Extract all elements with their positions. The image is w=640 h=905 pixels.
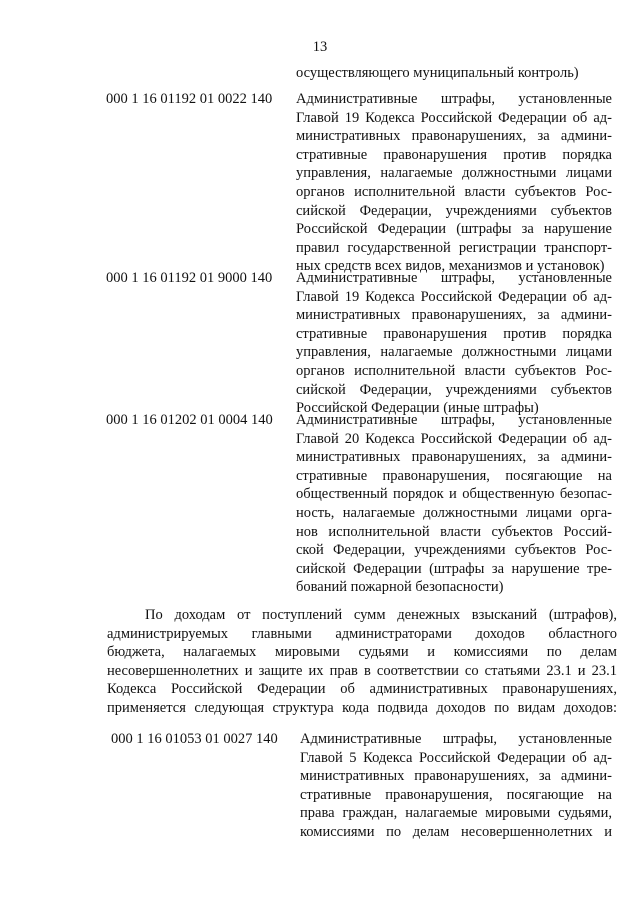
paragraph-line: По доходам от поступлений сумм денежных взысканий (штрафов),: [145, 607, 617, 623]
income-description: [300, 730, 612, 842]
description-line: Административные штрафы, установленные: [296, 91, 612, 107]
description-line: Главой 5 Кодекса Российской Федерации об ад-: [300, 749, 612, 766]
description-line: министративных правонарушениях, за админи-: [296, 449, 612, 466]
description-line: Административные штрафы, установленные: [296, 412, 612, 428]
income-description: [296, 411, 612, 597]
income-code: 000 1 16 01053 01 0027 140: [111, 731, 278, 747]
description-line: Российской Федерации (штрафы за нарушение: [296, 221, 612, 238]
income-description: [296, 269, 612, 418]
description-line: министративных правонарушениях, за админи-: [300, 768, 612, 785]
description-line: Главой 19 Кодекса Российской Федерации об ад-: [296, 109, 612, 126]
description-line: сийской Федерации (штрафы за нарушение тре-: [296, 560, 612, 577]
paragraph-line: применяется следующая структура кода подвида доходов по видам доходов:: [107, 699, 617, 716]
description-line: ность, налагаемые должностными лицами орга-: [296, 504, 612, 521]
description-line: министративных правонарушениях, за админи-: [296, 128, 612, 145]
income-code: 000 1 16 01192 01 0022 140: [106, 91, 273, 107]
paragraph-line: Кодекса Российской Федерации об административных правонарушениях,: [107, 681, 617, 698]
description-line: управления, налагаемые должностными лицами: [296, 344, 612, 361]
description-line: права граждан, налагаемые мировыми судьями,: [300, 805, 612, 822]
paragraph-line: бюджета, налагаемых мировыми судьями и комиссиями по делам: [107, 644, 617, 661]
description-line: сийской Федерации, учреждениями субъектов: [296, 381, 612, 398]
description-line: Российской Федерации (иные штрафы): [296, 400, 539, 417]
description-line: сийской Федерации, учреждениями субъектов: [296, 202, 612, 219]
description-line: стративные правонарушения против порядка: [296, 146, 612, 163]
page-number: 13: [312, 39, 328, 55]
description-line: министративных правонарушениях, за админи-: [296, 307, 612, 324]
description-line: ской Федерации, учреждениями субъектов Рос-: [296, 542, 612, 559]
description-line: Главой 20 Кодекса Российской Федерации об ад-: [296, 430, 612, 447]
description-line: стративные правонарушения против порядка: [296, 325, 612, 342]
description-line: общественный порядок и общественную безопас-: [296, 486, 612, 503]
description-line: стративные правонарушения, посягающие на: [300, 786, 612, 803]
description-line: нов исполнительной власти субъектов Россий-: [296, 523, 612, 540]
description-line: органов исполнительной власти субъектов Рос-: [296, 183, 612, 200]
income-code: 000 1 16 01202 01 0004 140: [106, 412, 273, 428]
description-line: Административные штрафы, установленные: [300, 731, 612, 747]
continuation-text: [296, 64, 612, 83]
description-line: управления, налагаемые должностными лицами: [296, 165, 612, 182]
income-description: [296, 90, 612, 276]
description-line: комиссиями по делам несовершеннолетних и: [300, 823, 612, 840]
description-line: правил государственной регистрации транспорт-: [296, 239, 612, 256]
description-line: Главой 19 Кодекса Российской Федерации об ад-: [296, 288, 612, 305]
description-line: стративные правонарушения, посягающие на: [296, 467, 612, 484]
body-paragraph: [107, 606, 617, 718]
description-line: Административные штрафы, установленные: [296, 270, 612, 286]
income-code: 000 1 16 01192 01 9000 140: [106, 270, 273, 286]
description-line: органов исполнительной власти субъектов Рос-: [296, 362, 612, 379]
paragraph-line: администрируемых главными администраторами доходов областного: [107, 625, 617, 642]
description-line: бований пожарной безопасности): [296, 579, 504, 596]
paragraph-line: несовершеннолетних и защите их прав в соответствии со статьями 23.1 и 23.1: [107, 662, 617, 679]
description-line: ных средств всех видов, механизмов и установок): [296, 258, 605, 275]
continuation-line: осуществляющего муниципальный контроль): [296, 65, 579, 81]
